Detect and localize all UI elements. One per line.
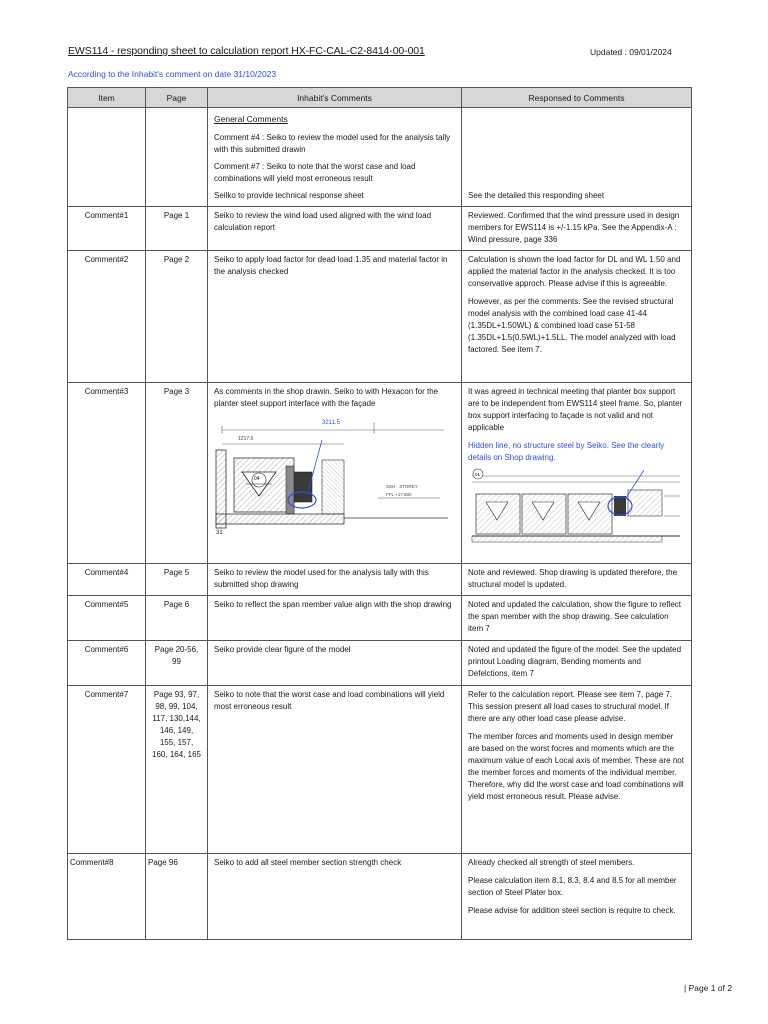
- drawing-tag: 31: [216, 530, 223, 536]
- cell-response: [462, 641, 692, 686]
- general-comment-line: Comment #7 : Seiko to note that the worst case and load combinations will yield most erroneous result: [214, 162, 416, 183]
- response-note: Hidden line, no structure steel by Seiko. See the clearly details on Shop drawing.: [468, 441, 665, 462]
- cell-page: [146, 108, 208, 207]
- cell-response: [462, 251, 692, 383]
- cell-item: [68, 108, 146, 207]
- page-number: | Page 1 of 2: [684, 983, 733, 993]
- response-paragraph: Already checked all strength of steel members.: [468, 858, 635, 867]
- comment-text: As comments in the shop drawin. Seiko to with Hexacon for the planter steel support interface with the façade: [214, 387, 439, 408]
- cell-comment: Seiko to add all steel member section strength check: [208, 854, 462, 940]
- cell-response: [462, 207, 692, 251]
- response-paragraph: Noted and updated the figure of the model. See the updated printout Loading diagram, Bending moments and Defelctions, item 7: [468, 645, 682, 678]
- drawing-tag: 04: [254, 476, 260, 482]
- table-row: [68, 564, 692, 596]
- cell-page: Page 6: [146, 596, 208, 641]
- cell-response: [462, 108, 692, 207]
- response-paragraph: The member forces and moments used in design member are based on the worst focres and moments which are the maximum value of each Local axis of member. These are not the member forces and moments of the individual member. Therefore, why did the worst case and load combinations will yield most erroneous result. Please advise.: [468, 732, 684, 801]
- response-paragraph: Please advise for addition steel section is require to check.: [468, 906, 676, 915]
- response-table: [67, 87, 692, 940]
- cell-comment: [208, 383, 462, 564]
- dim-label: 3211.5: [322, 420, 340, 426]
- response-paragraph: Note and reviewed. Shop drawing is updated therefore, the structural model is updated.: [468, 568, 678, 589]
- cell-comment: Seiko to apply load factor for dead load 1.35 and material factor in the analysis checked: [208, 251, 462, 383]
- table-row: [68, 686, 692, 854]
- general-comment-line: Comment #4 : Seiko to review the model used for the analysis tally with this submitted drawin: [214, 133, 451, 154]
- response-paragraph: Noted and updated the calculation, show the figure to reflect the span member with the shop drawing. See calculation item 7: [468, 600, 682, 633]
- response-paragraph: Reviewed. Confirmed that the wind pressure used in design members for EWS114 is +/-1.15 kPa. See the Appendix-A : Wind pressure, page 336: [468, 211, 680, 244]
- response-paragraph: Refer to the calculation report. Please see item 7, page 7. This session present all load cases to structural model. If there are any other load case please advise.: [468, 690, 673, 723]
- response-paragraph: It was agreed in technical meeting that planter box support are to be independent from EWS114 steel frame. So, planter box support interfacing to façade is not valid and not applicable: [468, 387, 683, 432]
- cell-item: Comment#2: [68, 251, 146, 383]
- table-row: [68, 383, 692, 564]
- cell-item: Comment#6: [68, 641, 146, 686]
- response-paragraph: However, as per the comments. See the revised structural model analysis with the combined load case 41-44 (1.35DL+1.50WL) & combined load case 51-58 (1.35DL+1.5(0.5WL)+1.5LL. The model analyzed with load factored. See item 7.: [468, 297, 676, 354]
- column-header-responses: Responsed to Comments: [462, 88, 692, 108]
- document-title: EWS114 - responding sheet to calculation report HX-FC-CAL-C2-8414-00-001: [68, 45, 425, 57]
- shop-drawing-left: [214, 414, 450, 536]
- cell-item: Comment#4: [68, 564, 146, 596]
- table-row: [68, 854, 692, 940]
- level-label: SSH · STOREY: [386, 484, 418, 489]
- cell-page: Page 20-56, 99: [146, 641, 208, 686]
- dim-label: 1217.5: [238, 436, 254, 442]
- table-row: [68, 251, 692, 383]
- cell-comment: Seiko to review the wind load used aligned with the wind load calculation report: [208, 207, 462, 251]
- general-comments-heading: General Comments: [214, 114, 288, 124]
- cell-comment: Seiko provide clear figure of the model: [208, 641, 462, 686]
- table-row: [68, 641, 692, 686]
- updated-date: Updated : 09/01/2024: [590, 47, 672, 57]
- table-row: [68, 207, 692, 251]
- cell-response: [462, 383, 692, 564]
- general-response: See the detailed this responding sheet: [468, 191, 605, 200]
- cell-response: [462, 596, 692, 641]
- table-header-row: [68, 88, 692, 108]
- cell-response: [462, 686, 692, 854]
- cell-response: [462, 564, 692, 596]
- table-row-general: [68, 108, 692, 207]
- cell-page: Page 96: [146, 854, 208, 940]
- table-row: [68, 596, 692, 641]
- cell-comment: Seiko to review the model used for the analysis tally with this submitted shop drawing: [208, 564, 462, 596]
- column-header-comments: Inhabit's Comments: [208, 88, 462, 108]
- cell-item: Comment#3: [68, 383, 146, 564]
- shop-drawing-right: [468, 466, 684, 552]
- cell-page: Page 2: [146, 251, 208, 383]
- cell-item: Comment#8: [68, 854, 146, 940]
- cell-item: Comment#7: [68, 686, 146, 854]
- column-header-page: Page: [146, 88, 208, 108]
- response-paragraph: Calculation is shown the load factor for DL and WL 1.50 and applied the material factor in the analysis checked. It is too conservative approch. Please advise if this is agreeable.: [468, 255, 681, 288]
- cell-comment: [208, 108, 462, 207]
- column-header-item: Item: [68, 88, 146, 108]
- cell-page: Page 3: [146, 383, 208, 564]
- cell-comment: Seiko to note that the worst case and load combinations will yield most erroneous result: [208, 686, 462, 854]
- drawing-tag: 01: [475, 472, 481, 477]
- cell-item: Comment#5: [68, 596, 146, 641]
- general-comment-line: Seilko to provide technical response sheet: [214, 191, 364, 200]
- cell-page: Page 5: [146, 564, 208, 596]
- level-label: FFL +17.500: [386, 492, 412, 497]
- cell-response: [462, 854, 692, 940]
- cell-page: Page 1: [146, 207, 208, 251]
- response-paragraph: Please calculation item 8.1, 8.3, 8.4 and 8.5 for all member section of Steel Plater box.: [468, 876, 677, 897]
- document-subtitle: According to the Inhabit's comment on date 31/10/2023: [68, 69, 277, 79]
- cell-comment: Seiko to reflect the span member value align with the shop drawing: [208, 596, 462, 641]
- cell-item: Comment#1: [68, 207, 146, 251]
- cell-page: Page 93, 97, 98, 99, 104, 117, 130,144, 146, 149, 155, 157, 160, 164, 165: [146, 686, 208, 854]
